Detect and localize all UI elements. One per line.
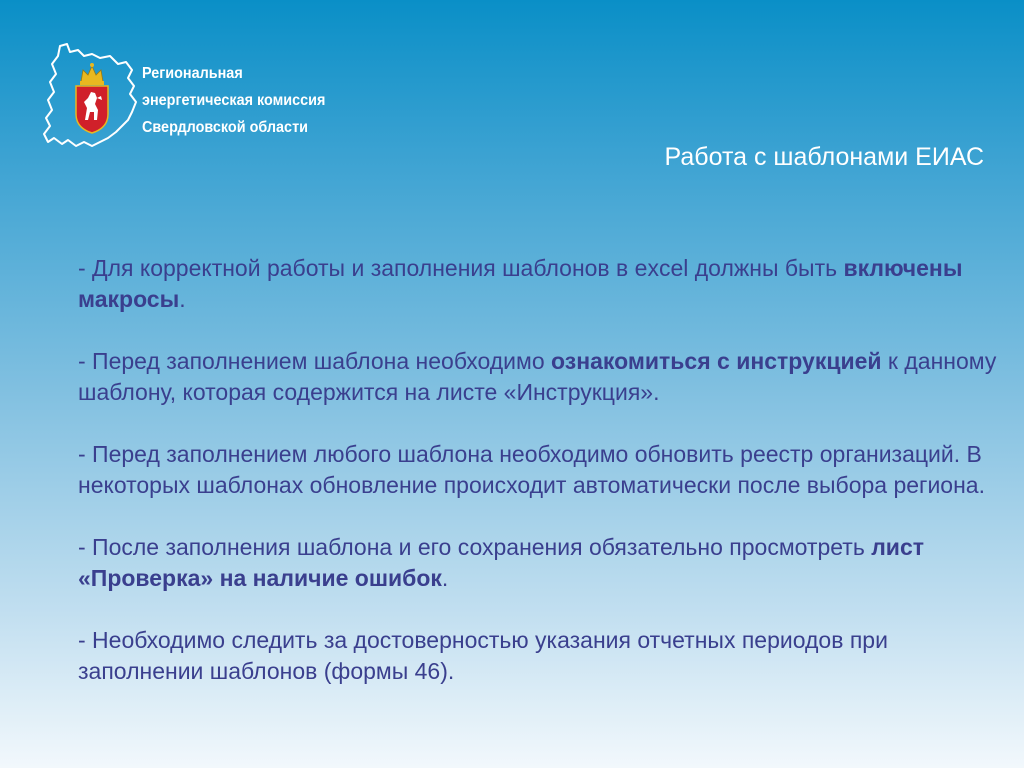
paragraph-check-sheet: - После заполнения шаблона и его сохранения обязательно просмотреть лист «Проверка» на наличие ошибок. [78,534,924,591]
slide-content [78,253,998,687]
coat-of-arms-icon [73,62,111,134]
slide-title: Работа с шаблонами ЕИАС [664,143,984,171]
bold-text: включены макросы [78,255,963,312]
header [40,42,440,152]
bold-text: ознакомиться с инструкцией [551,348,882,374]
paragraph-macros: - Для корректной работы и заполнения шаблонов в excel должны быть включены макросы. [78,255,963,312]
org-name-line-3: Свердловской области [142,119,308,136]
paragraph-periods: - Необходимо следить за достоверностью указания отчетных периодов при заполнении шаблонов (формы 46). [78,627,888,684]
organization-name [142,60,325,141]
bold-text: лист «Проверка» на наличие ошибок [78,534,924,591]
org-name-line-1: Региональная [142,65,243,82]
org-name-line-2: энергетическая комиссия [142,92,326,109]
paragraph-instruction: - Перед заполнением шаблона необходимо ознакомиться с инструкцией к данному шаблону, которая содержится на листе «Инструкция». [78,348,997,405]
paragraph-registry: - Перед заполнением любого шаблона необходимо обновить реестр организаций. В некоторых шаблонах обновление происходит автоматически после выбора региона. [78,441,985,498]
